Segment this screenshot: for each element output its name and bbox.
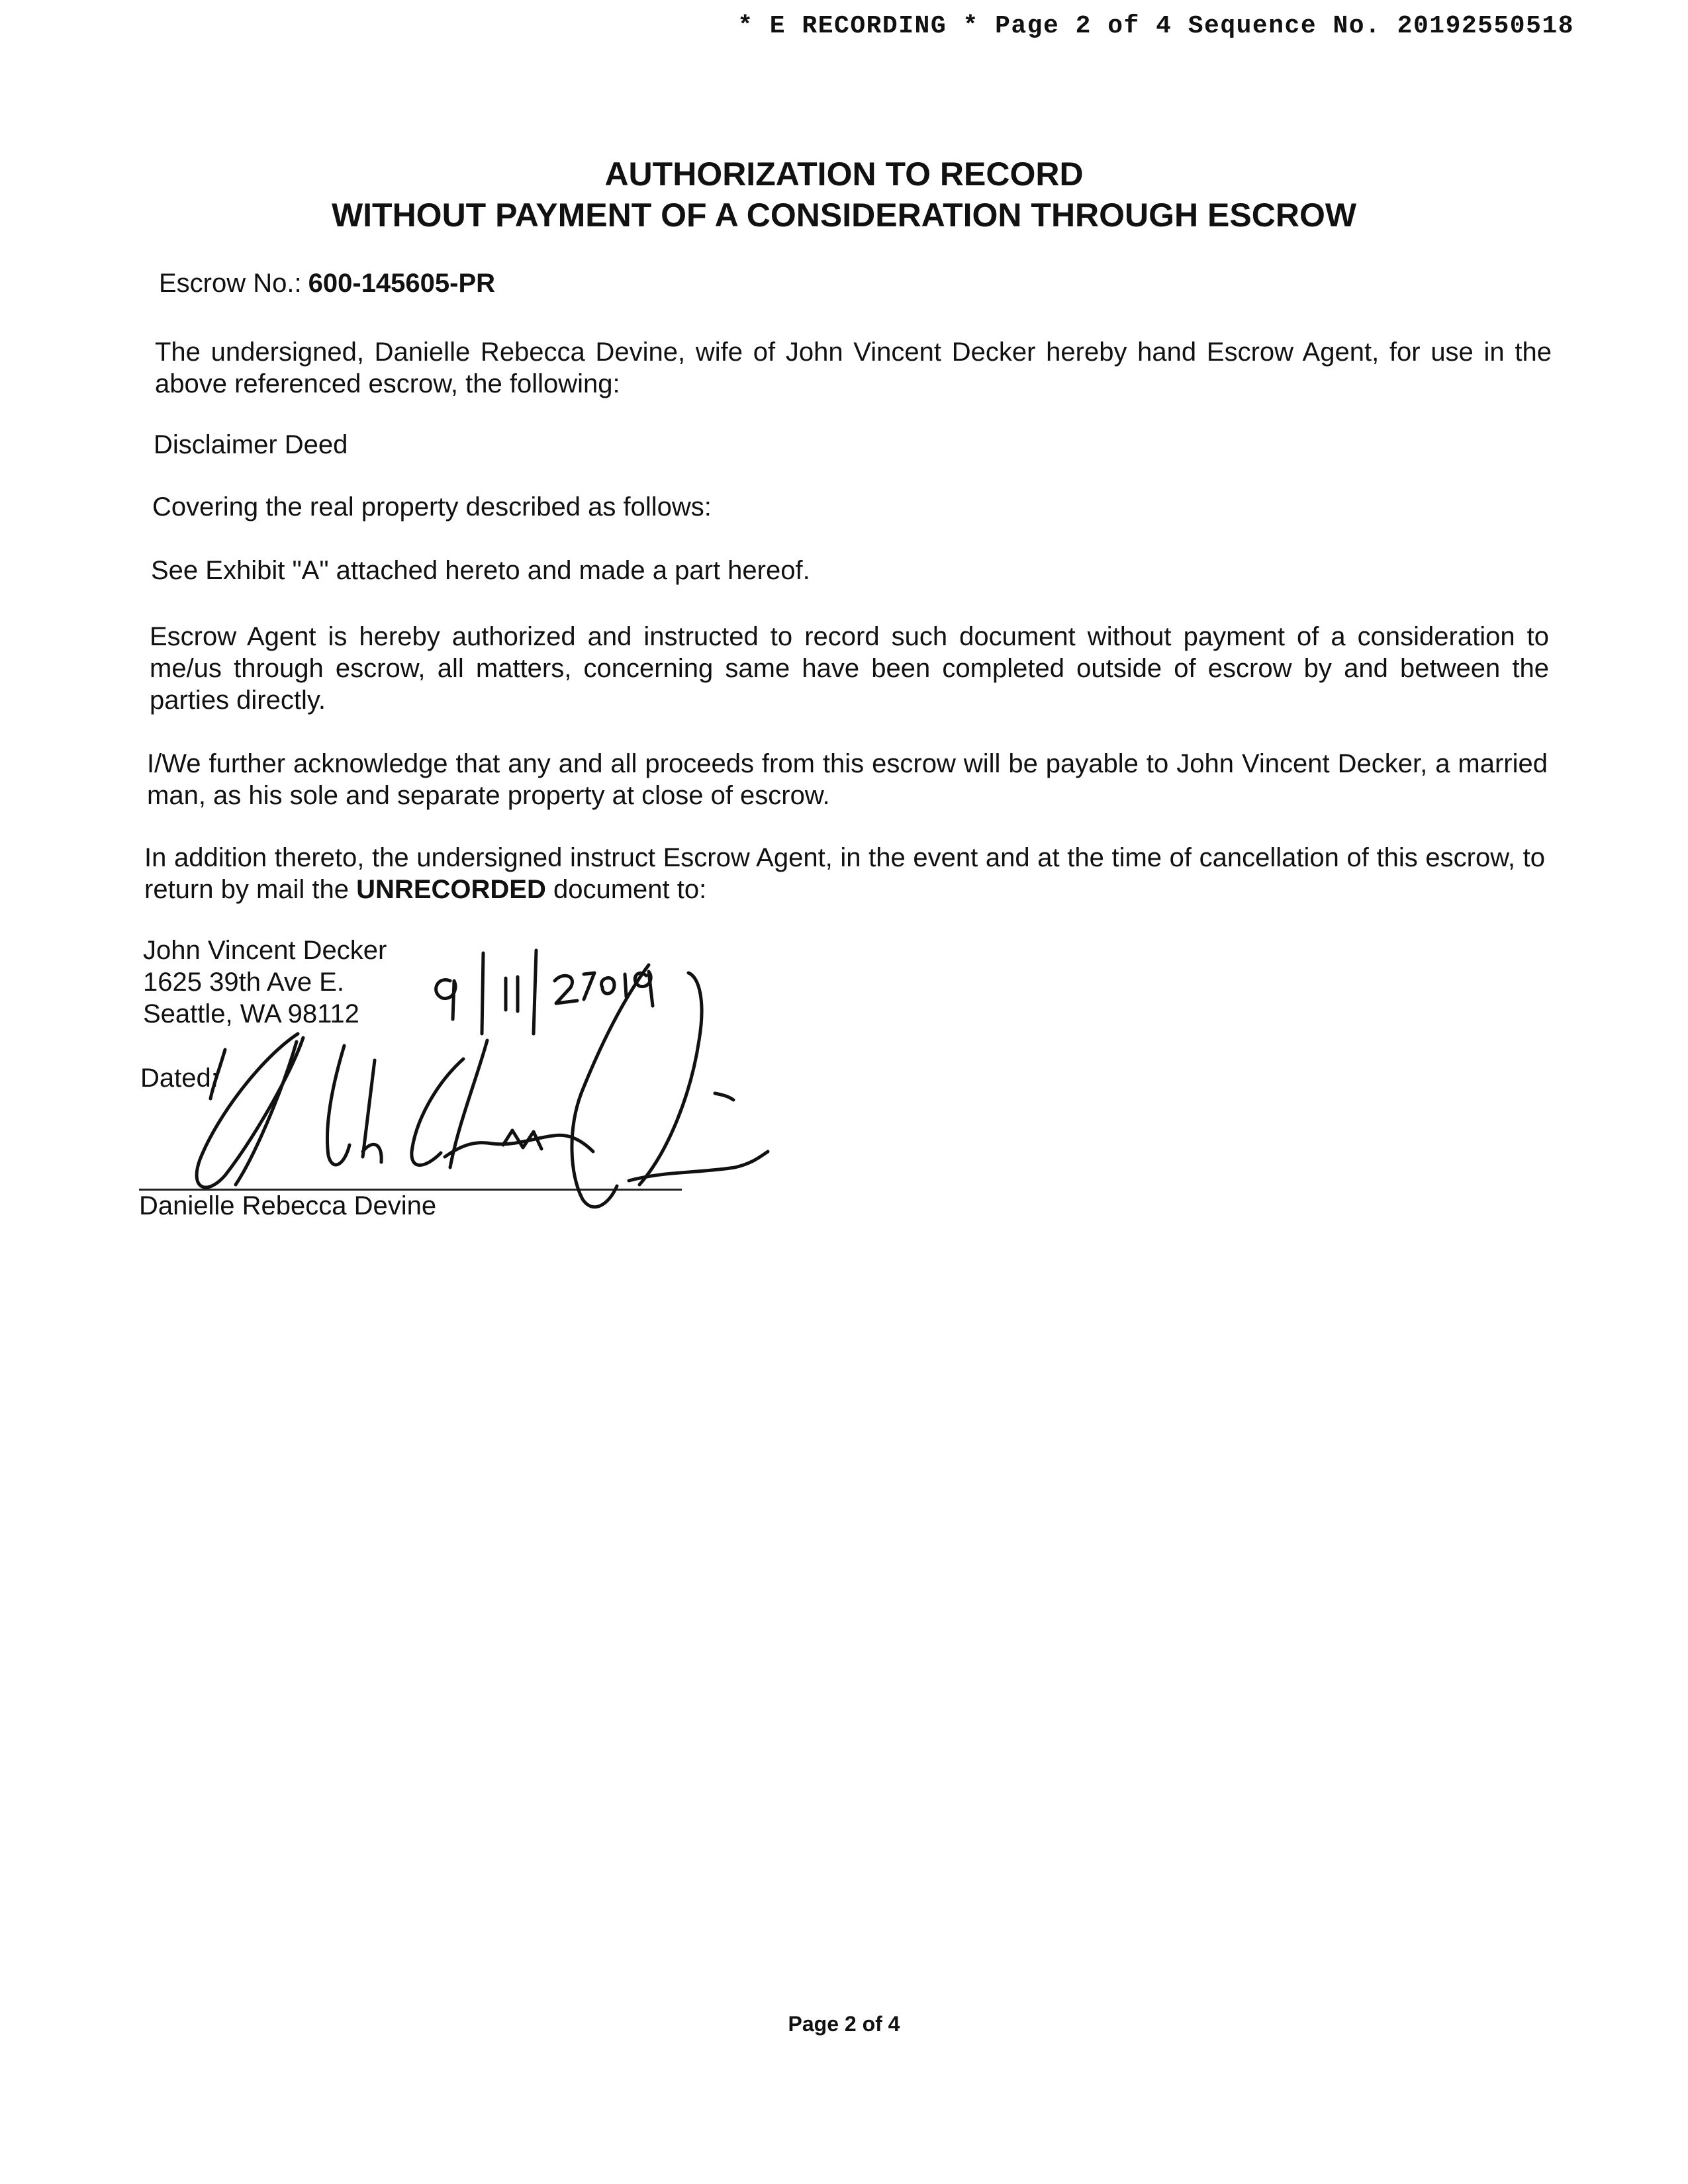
exhibit-paragraph: See Exhibit "A" attached hereto and made a part hereof. xyxy=(151,556,810,585)
address-city-state-zip: Seattle, WA 98112 xyxy=(143,999,359,1028)
cancellation-text-end: document to: xyxy=(553,875,707,904)
handwritten-date xyxy=(436,950,653,1034)
document-name: Disclaimer Deed xyxy=(154,430,348,459)
document-title xyxy=(0,154,1688,236)
title-line-1: AUTHORIZATION TO RECORD xyxy=(604,156,1084,193)
escrow-number-label: Escrow No.: xyxy=(159,269,302,298)
intro-paragraph: The undersigned, Danielle Rebecca Devine, wife of John Vincent Decker hereby hand Escrow Agent, for use in the above referenced escrow, the following: xyxy=(155,338,1552,398)
escrow-number-row xyxy=(159,267,495,299)
cancellation-paragraph xyxy=(144,842,1545,905)
signer-name: Danielle Rebecca Devine xyxy=(139,1191,437,1220)
address-street: 1625 39th Ave E. xyxy=(143,968,344,997)
authorization-paragraph: Escrow Agent is hereby authorized and instructed to record such document without payment of a consideration to me/us through escrow, all matters, concerning same have been completed outside of escrow by and between the parties directly. xyxy=(150,622,1549,715)
unrecorded-emphasis: UNRECORDED xyxy=(356,875,546,904)
address-name: John Vincent Decker xyxy=(143,936,387,965)
proceeds-paragraph: I/We further acknowledge that any and all proceeds from this escrow will be payable to John Vincent Decker, a married man, as his sole and separate property at close of escrow. xyxy=(147,749,1548,810)
escrow-number-value: 600-145605-PR xyxy=(308,269,496,298)
return-address xyxy=(143,934,387,1030)
recording-header: * E RECORDING * Page 2 of 4 Sequence No. 20192550518 xyxy=(737,12,1574,40)
cancellation-text: In addition thereto, the undersigned instruct Escrow Agent, in the event and at the time of cancellation of this escrow, to return by mail the xyxy=(144,843,1545,904)
dated-label: Dated: xyxy=(140,1064,218,1093)
title-line-2: WITHOUT PAYMENT OF A CONSIDERATION THROUGH ESCROW xyxy=(331,197,1357,234)
page-footer: Page 2 of 4 xyxy=(788,2012,900,2036)
covering-paragraph: Covering the real property described as follows: xyxy=(152,492,712,522)
